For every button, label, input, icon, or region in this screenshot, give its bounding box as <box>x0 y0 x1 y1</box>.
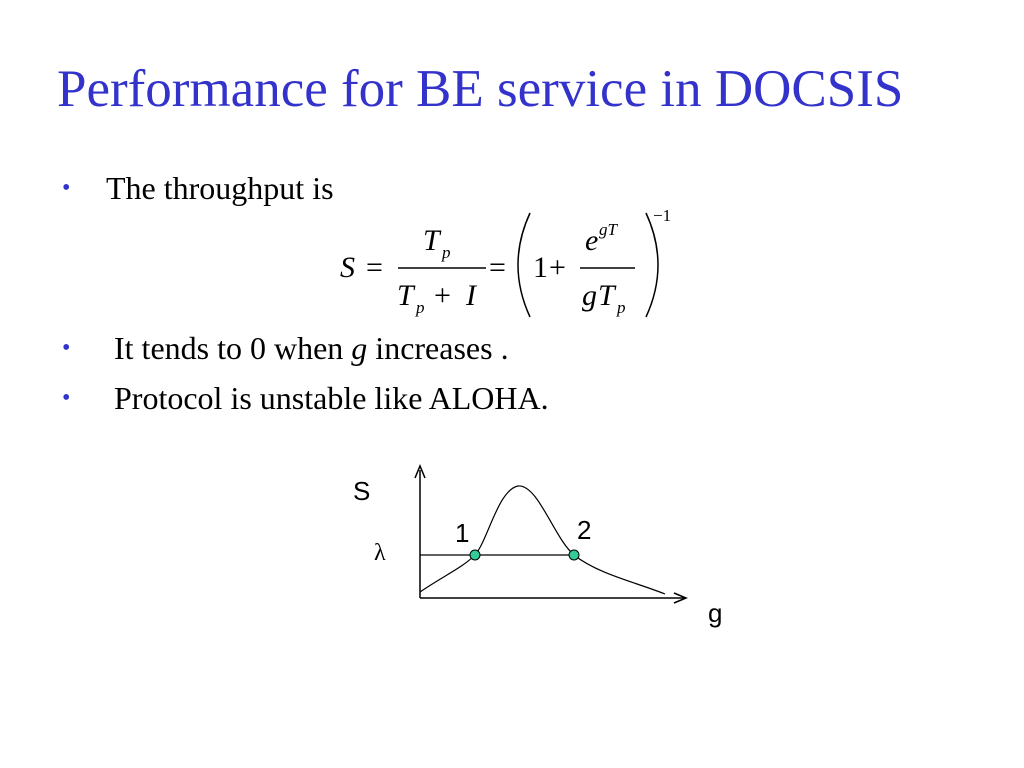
fraction2-denominator-g: g <box>582 279 597 312</box>
fraction1-numerator-t: T <box>423 224 440 257</box>
formula-equals-2: = <box>489 251 506 284</box>
fraction2-numerator-e: e <box>585 224 599 257</box>
lambda-label: λ <box>374 540 386 566</box>
fraction2-numerator-sup: gT <box>599 220 617 239</box>
bullet-variable-g: g <box>351 330 368 366</box>
formula-exponent: −1 <box>653 206 672 225</box>
bullet-text: Protocol is unstable like ALOHA. <box>114 380 549 416</box>
fraction2-denominator-t: T <box>598 279 615 312</box>
throughput-graph <box>340 460 740 640</box>
operating-point-1 <box>470 550 480 560</box>
fraction1-plus: + <box>434 279 451 312</box>
formula-equals-1: = <box>366 251 383 284</box>
point-2-label: 2 <box>577 515 592 545</box>
formula-lhs: S <box>340 251 355 284</box>
bullet-text-before: It tends to 0 when <box>114 330 352 366</box>
x-axis-label: g <box>708 598 723 628</box>
fraction1-denominator-i: I <box>466 279 476 312</box>
y-axis-label: S <box>353 476 371 506</box>
formula-plus: + <box>549 251 566 284</box>
right-paren <box>646 213 658 317</box>
operating-point-2 <box>569 550 579 560</box>
bullet-text: The throughput is <box>106 170 334 206</box>
fraction1-denominator-sub: p <box>416 298 425 317</box>
bullet-text <box>114 332 509 364</box>
throughput-formula <box>330 205 690 325</box>
point-1-label: 1 <box>455 518 470 548</box>
fraction1-numerator-sub: p <box>442 243 451 262</box>
slide-title: Performance for BE service in DOCSIS <box>57 60 904 118</box>
fraction1-denominator-t: T <box>397 279 414 312</box>
left-paren <box>518 213 530 317</box>
formula-one: 1 <box>533 251 548 284</box>
fraction2-denominator-sub: p <box>617 298 626 317</box>
bullet-text-after: increases . <box>367 330 509 366</box>
